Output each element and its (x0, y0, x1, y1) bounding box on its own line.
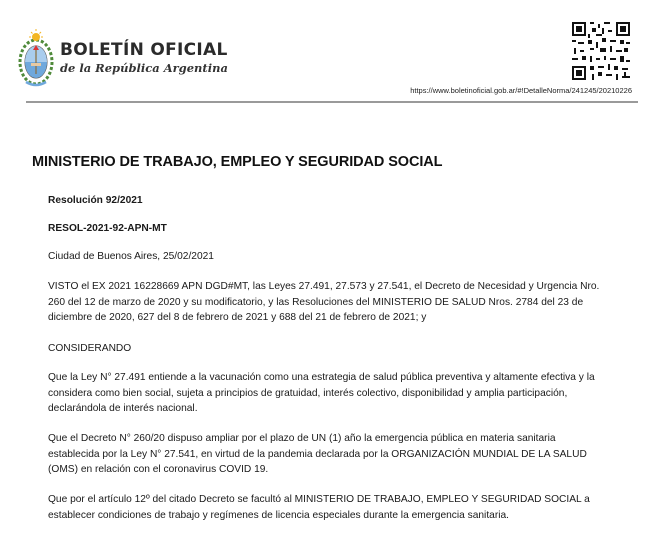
boletin-oficial-logo (18, 28, 228, 88)
brand-subtitle: de la República Argentina (60, 61, 228, 75)
visto-paragraph: VISTO el EX 2021 16228669 APN DGD#MT, las Leyes 27.491, 27.573 y 27.541, el Decreto de Necesidad y Urgencia Nro. 260 del 12 de marzo de 2020 y su modificatorio, y las Resoluciones del MINISTERIO DE SALUD Nros. 2784 del 23 de diciembre de 2020, 627 del 8 de febrero de 2021 y 688 del 21 de febrero de 2021; y (48, 281, 600, 323)
qr-code-icon (572, 22, 630, 80)
brand-block (60, 40, 228, 76)
document-url: https://www.boletinoficial.gob.ar/#!DetalleNorma/241245/20210226 (410, 86, 632, 95)
resolution-number: Resolución 92/2021 (48, 195, 143, 206)
page-header (0, 0, 656, 104)
paragraph-3: Que por el artículo 12º del citado Decreto se facultó al MINISTERIO DE TRABAJO, EMPLEO Y SEGURIDAD SOCIAL a establecer condiciones de trabajo y regímenes de licencia especiales durante la emergencia sanitaria. (48, 494, 590, 521)
considerando-heading: CONSIDERANDO (48, 343, 132, 354)
resolution-code: RESOL-2021-92-APN-MT (48, 223, 167, 234)
argentina-coat-of-arms-icon (18, 28, 54, 88)
brand-title: BOLETÍN OFICIAL (60, 40, 228, 60)
paragraph-2: Que el Decreto N° 260/20 dispuso ampliar por el plazo de UN (1) año la emergencia pública en materia sanitaria establecida por la Ley N° 27.541, en virtud de la pandemia declarada por la ORGANIZACIÓN MUNDIAL DE LA SALUD (OMS) en relación con el coronavirus COVID 19. (48, 433, 587, 475)
place-date: Ciudad de Buenos Aires, 25/02/2021 (48, 251, 214, 262)
header-divider (26, 101, 638, 103)
paragraph-1: Que la Ley N° 27.491 entiende a la vacunación como una estrategia de salud pública preventiva y altamente efectiva y la considera como bien social, sujeta a principios de gratuidad, interés colectivo, disponibilidad y amplia participación, declarándola de interés nacional. (48, 372, 595, 414)
ministry-title: MINISTERIO DE TRABAJO, EMPLEO Y SEGURIDAD SOCIAL (32, 154, 443, 170)
